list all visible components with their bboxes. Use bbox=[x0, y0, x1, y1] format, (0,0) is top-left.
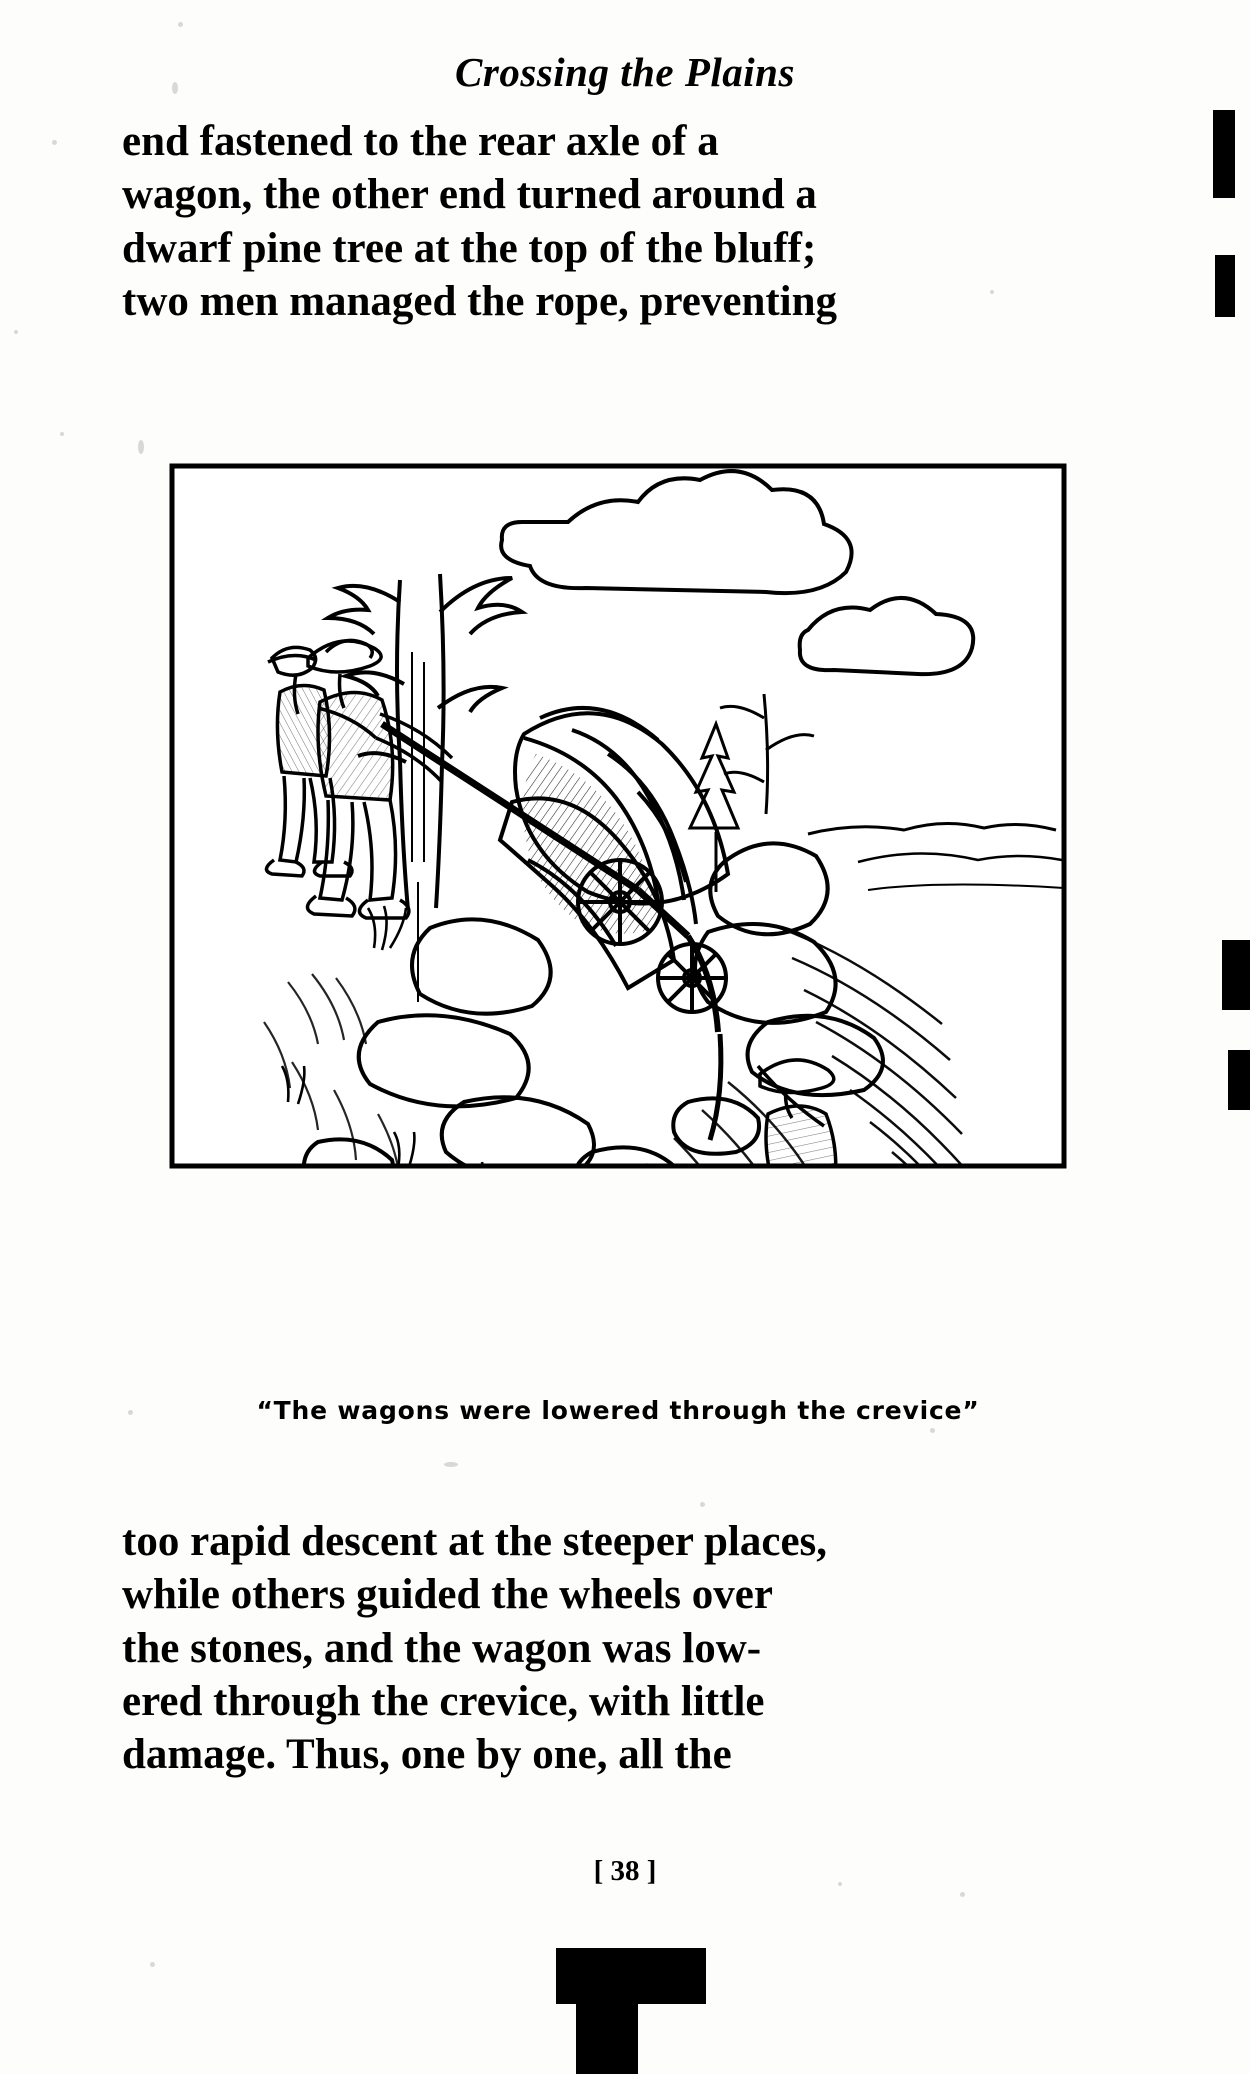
scan-speck bbox=[838, 1882, 842, 1886]
scan-artifact-right-3 bbox=[1222, 940, 1250, 1010]
text-line: end fastened to the rear axle of a bbox=[122, 118, 719, 165]
text-line: wagon, the other end turned around a bbox=[122, 171, 817, 219]
scan-speck bbox=[172, 82, 178, 94]
figure bbox=[168, 462, 1068, 1425]
illustration bbox=[168, 462, 1068, 1382]
paragraph-top bbox=[122, 115, 1162, 328]
scan-speck bbox=[52, 140, 57, 145]
scan-speck bbox=[128, 1410, 133, 1415]
scan-artifact-right-4 bbox=[1228, 1050, 1250, 1110]
figure-caption: “The wagons were lowered through the crevice” bbox=[256, 1396, 980, 1425]
text-line: two men managed the rope, preventing bbox=[122, 277, 838, 325]
scan-speck bbox=[60, 432, 64, 436]
scan-speck bbox=[700, 1502, 705, 1507]
scan-speck bbox=[14, 330, 18, 334]
scan-speck bbox=[960, 1892, 965, 1897]
scan-speck bbox=[138, 440, 144, 454]
scan-speck bbox=[930, 1428, 935, 1433]
text-line: the stones, and the wagon was low- bbox=[122, 1624, 762, 1672]
scan-artifact-right-1 bbox=[1213, 110, 1235, 198]
illustration-drawing bbox=[168, 462, 1068, 1382]
scan-speck bbox=[178, 22, 183, 27]
page-number: [ 38 ] bbox=[593, 1855, 657, 1887]
scan-speck bbox=[990, 290, 994, 294]
paragraph-bottom bbox=[122, 1515, 1162, 1782]
scan-artifact-bottom bbox=[556, 1948, 706, 2004]
text-line: dwarf pine tree at the top of the bluff; bbox=[122, 224, 817, 272]
text-line: ered through the crevice, with little bbox=[122, 1677, 765, 1725]
text-line: too rapid descent at the steeper places, bbox=[122, 1518, 828, 1565]
scan-artifact-bottom-2 bbox=[576, 2004, 638, 2074]
scan-speck bbox=[150, 1962, 155, 1967]
page-title: Crossing the Plains bbox=[455, 49, 795, 95]
scan-speck bbox=[444, 1462, 458, 1467]
text-line: damage. Thus, one by one, all the bbox=[122, 1731, 732, 1779]
text-line: while others guided the wheels over bbox=[122, 1571, 773, 1619]
scan-artifact-right-2 bbox=[1215, 255, 1235, 317]
